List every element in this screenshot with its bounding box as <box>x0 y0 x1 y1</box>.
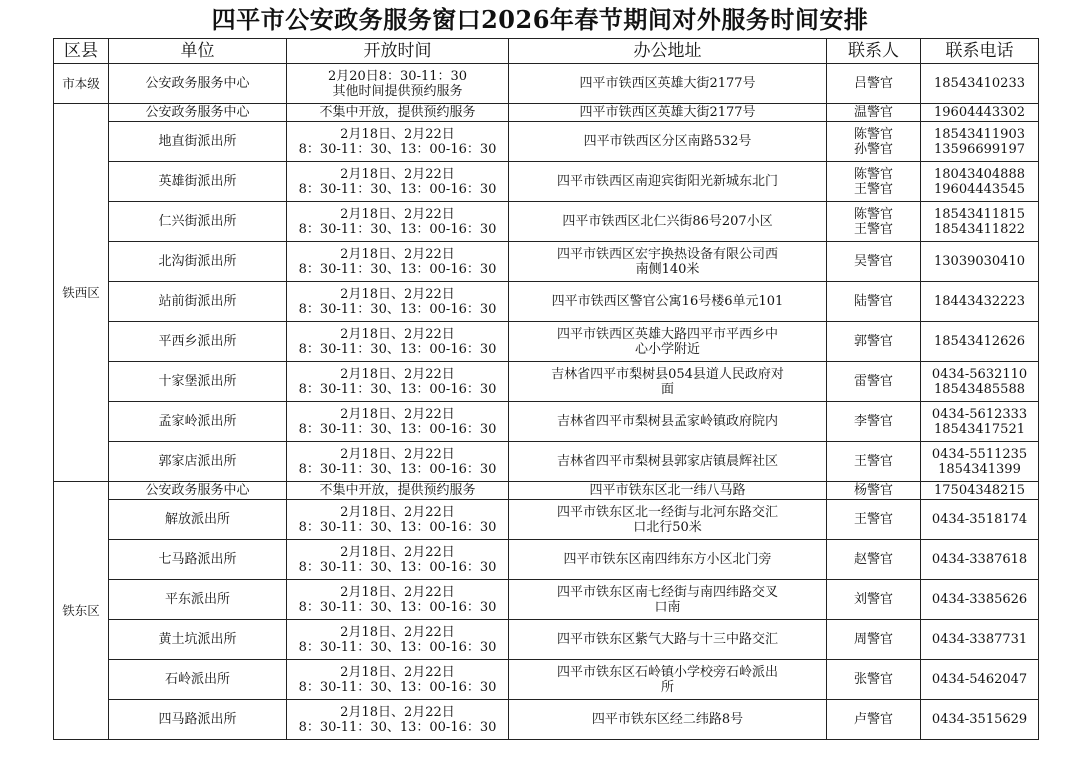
phone-cell: 0434-3385626 <box>921 580 1039 620</box>
contact-cell: 王警官 <box>827 442 921 482</box>
contact-cell: 赵警官 <box>827 540 921 580</box>
unit-cell: 孟家岭派出所 <box>109 402 287 442</box>
table-row <box>54 282 1039 322</box>
address-cell: 四平市铁东区北一纬八马路 <box>509 482 827 500</box>
header-county: 区县 <box>54 39 109 64</box>
contact-cell: 雷警官 <box>827 362 921 402</box>
open-time-cell: 2月18日、2月22日 8：30-11：30、13：00-16：30 <box>287 442 509 482</box>
phone-cell: 0434-5632110 18543485588 <box>921 362 1039 402</box>
open-time-cell: 2月18日、2月22日 8：30-11：30、13：00-16：30 <box>287 242 509 282</box>
unit-cell: 公安政务服务中心 <box>109 64 287 104</box>
table-row <box>54 242 1039 282</box>
unit-cell: 公安政务服务中心 <box>109 104 287 122</box>
table-row <box>54 442 1039 482</box>
header-contact: 联系人 <box>827 39 921 64</box>
address-cell: 四平市铁东区紫气大路与十三中路交汇 <box>509 620 827 660</box>
address-cell: 四平市铁东区石岭镇小学校旁石岭派出 所 <box>509 660 827 700</box>
contact-cell: 刘警官 <box>827 580 921 620</box>
open-time-cell: 2月18日、2月22日 8：30-11：30、13：00-16：30 <box>287 660 509 700</box>
address-cell: 吉林省四平市梨树县054县道人民政府对 面 <box>509 362 827 402</box>
open-time-cell: 2月18日、2月22日 8：30-11：30、13：00-16：30 <box>287 202 509 242</box>
contact-cell: 卢警官 <box>827 700 921 740</box>
open-time-cell: 2月18日、2月22日 8：30-11：30、13：00-16：30 <box>287 540 509 580</box>
table-row <box>54 700 1039 740</box>
contact-cell: 陈警官 孙警官 <box>827 122 921 162</box>
schedule-table <box>53 38 1039 740</box>
contact-cell: 吕警官 <box>827 64 921 104</box>
phone-cell: 13039030410 <box>921 242 1039 282</box>
table-row <box>54 500 1039 540</box>
address-cell: 四平市铁西区英雄大路四平市平西乡中 心小学附近 <box>509 322 827 362</box>
contact-cell: 张警官 <box>827 660 921 700</box>
table-row <box>54 402 1039 442</box>
contact-cell: 陈警官 王警官 <box>827 202 921 242</box>
address-cell: 四平市铁西区北仁兴街86号207小区 <box>509 202 827 242</box>
table-body <box>54 64 1039 740</box>
contact-cell: 周警官 <box>827 620 921 660</box>
open-time-cell: 2月20日8：30-11：30 其他时间提供预约服务 <box>287 64 509 104</box>
county-cell: 铁东区 <box>54 482 109 740</box>
open-time-cell: 2月18日、2月22日 8：30-11：30、13：00-16：30 <box>287 122 509 162</box>
unit-cell: 站前街派出所 <box>109 282 287 322</box>
phone-cell: 0434-5612333 18543417521 <box>921 402 1039 442</box>
table-row <box>54 660 1039 700</box>
unit-cell: 郭家店派出所 <box>109 442 287 482</box>
table-row <box>54 202 1039 242</box>
address-cell: 四平市铁西区警官公寓16号楼6单元101 <box>509 282 827 322</box>
phone-cell: 18543411815 18543411822 <box>921 202 1039 242</box>
unit-cell: 七马路派出所 <box>109 540 287 580</box>
address-cell: 四平市铁西区宏宇换热设备有限公司西 南侧140米 <box>509 242 827 282</box>
open-time-cell: 2月18日、2月22日 8：30-11：30、13：00-16：30 <box>287 500 509 540</box>
header-phone: 联系电话 <box>921 39 1039 64</box>
unit-cell: 解放派出所 <box>109 500 287 540</box>
address-cell: 四平市铁西区分区南路532号 <box>509 122 827 162</box>
address-cell: 四平市铁西区英雄大街2177号 <box>509 64 827 104</box>
table-row <box>54 122 1039 162</box>
address-cell: 四平市铁东区南四纬东方小区北门旁 <box>509 540 827 580</box>
table-row <box>54 104 1039 122</box>
phone-cell: 18543412626 <box>921 322 1039 362</box>
table-row <box>54 482 1039 500</box>
open-time-cell: 不集中开放，提供预约服务 <box>287 482 509 500</box>
county-cell: 市本级 <box>54 64 109 104</box>
phone-cell: 18443432223 <box>921 282 1039 322</box>
open-time-cell: 2月18日、2月22日 8：30-11：30、13：00-16：30 <box>287 162 509 202</box>
contact-cell: 温警官 <box>827 104 921 122</box>
unit-cell: 地直街派出所 <box>109 122 287 162</box>
unit-cell: 黄土坑派出所 <box>109 620 287 660</box>
table-row <box>54 322 1039 362</box>
county-cell: 铁西区 <box>54 104 109 482</box>
unit-cell: 北沟街派出所 <box>109 242 287 282</box>
phone-cell: 18543410233 <box>921 64 1039 104</box>
contact-cell: 王警官 <box>827 500 921 540</box>
unit-cell: 平东派出所 <box>109 580 287 620</box>
unit-cell: 十家堡派出所 <box>109 362 287 402</box>
address-cell: 四平市铁西区南迎宾街阳光新城东北门 <box>509 162 827 202</box>
open-time-cell: 2月18日、2月22日 8：30-11：30、13：00-16：30 <box>287 362 509 402</box>
header-address: 办公地址 <box>509 39 827 64</box>
table-row <box>54 620 1039 660</box>
address-cell: 四平市铁东区南七经街与南四纬路交叉 口南 <box>509 580 827 620</box>
phone-cell: 19604443302 <box>921 104 1039 122</box>
phone-cell: 0434-5462047 <box>921 660 1039 700</box>
phone-cell: 18043404888 19604443545 <box>921 162 1039 202</box>
open-time-cell: 2月18日、2月22日 8：30-11：30、13：00-16：30 <box>287 322 509 362</box>
open-time-cell: 2月18日、2月22日 8：30-11：30、13：00-16：30 <box>287 700 509 740</box>
contact-cell: 郭警官 <box>827 322 921 362</box>
contact-cell: 李警官 <box>827 402 921 442</box>
open-time-cell: 2月18日、2月22日 8：30-11：30、13：00-16：30 <box>287 580 509 620</box>
open-time-cell: 2月18日、2月22日 8：30-11：30、13：00-16：30 <box>287 282 509 322</box>
phone-cell: 0434-3387731 <box>921 620 1039 660</box>
open-time-cell: 2月18日、2月22日 8：30-11：30、13：00-16：30 <box>287 402 509 442</box>
header-unit: 单位 <box>109 39 287 64</box>
phone-cell: 0434-3387618 <box>921 540 1039 580</box>
contact-cell: 吴警官 <box>827 242 921 282</box>
unit-cell: 平西乡派出所 <box>109 322 287 362</box>
unit-cell: 石岭派出所 <box>109 660 287 700</box>
table-row <box>54 580 1039 620</box>
phone-cell: 0434-3518174 <box>921 500 1039 540</box>
table-row <box>54 540 1039 580</box>
unit-cell: 四马路派出所 <box>109 700 287 740</box>
table-row <box>54 162 1039 202</box>
open-time-cell: 不集中开放，提供预约服务 <box>287 104 509 122</box>
header-open-time: 开放时间 <box>287 39 509 64</box>
phone-cell: 0434-3515629 <box>921 700 1039 740</box>
address-cell: 四平市铁东区经二纬路8号 <box>509 700 827 740</box>
contact-cell: 陈警官 王警官 <box>827 162 921 202</box>
contact-cell: 陆警官 <box>827 282 921 322</box>
address-cell: 吉林省四平市梨树县郭家店镇晨辉社区 <box>509 442 827 482</box>
open-time-cell: 2月18日、2月22日 8：30-11：30、13：00-16：30 <box>287 620 509 660</box>
header-row <box>54 39 1039 64</box>
unit-cell: 仁兴街派出所 <box>109 202 287 242</box>
phone-cell: 17504348215 <box>921 482 1039 500</box>
address-cell: 四平市铁东区北一经街与北河东路交汇 口北行50米 <box>509 500 827 540</box>
unit-cell: 公安政务服务中心 <box>109 482 287 500</box>
table-row <box>54 64 1039 104</box>
table-row <box>54 362 1039 402</box>
unit-cell: 英雄街派出所 <box>109 162 287 202</box>
contact-cell: 杨警官 <box>827 482 921 500</box>
address-cell: 吉林省四平市梨树县孟家岭镇政府院内 <box>509 402 827 442</box>
address-cell: 四平市铁西区英雄大街2177号 <box>509 104 827 122</box>
phone-cell: 0434-5511235 1854341399 <box>921 442 1039 482</box>
page-title: 四平市公安政务服务窗口2026年春节期间对外服务时间安排 <box>211 5 869 34</box>
phone-cell: 18543411903 13596699197 <box>921 122 1039 162</box>
